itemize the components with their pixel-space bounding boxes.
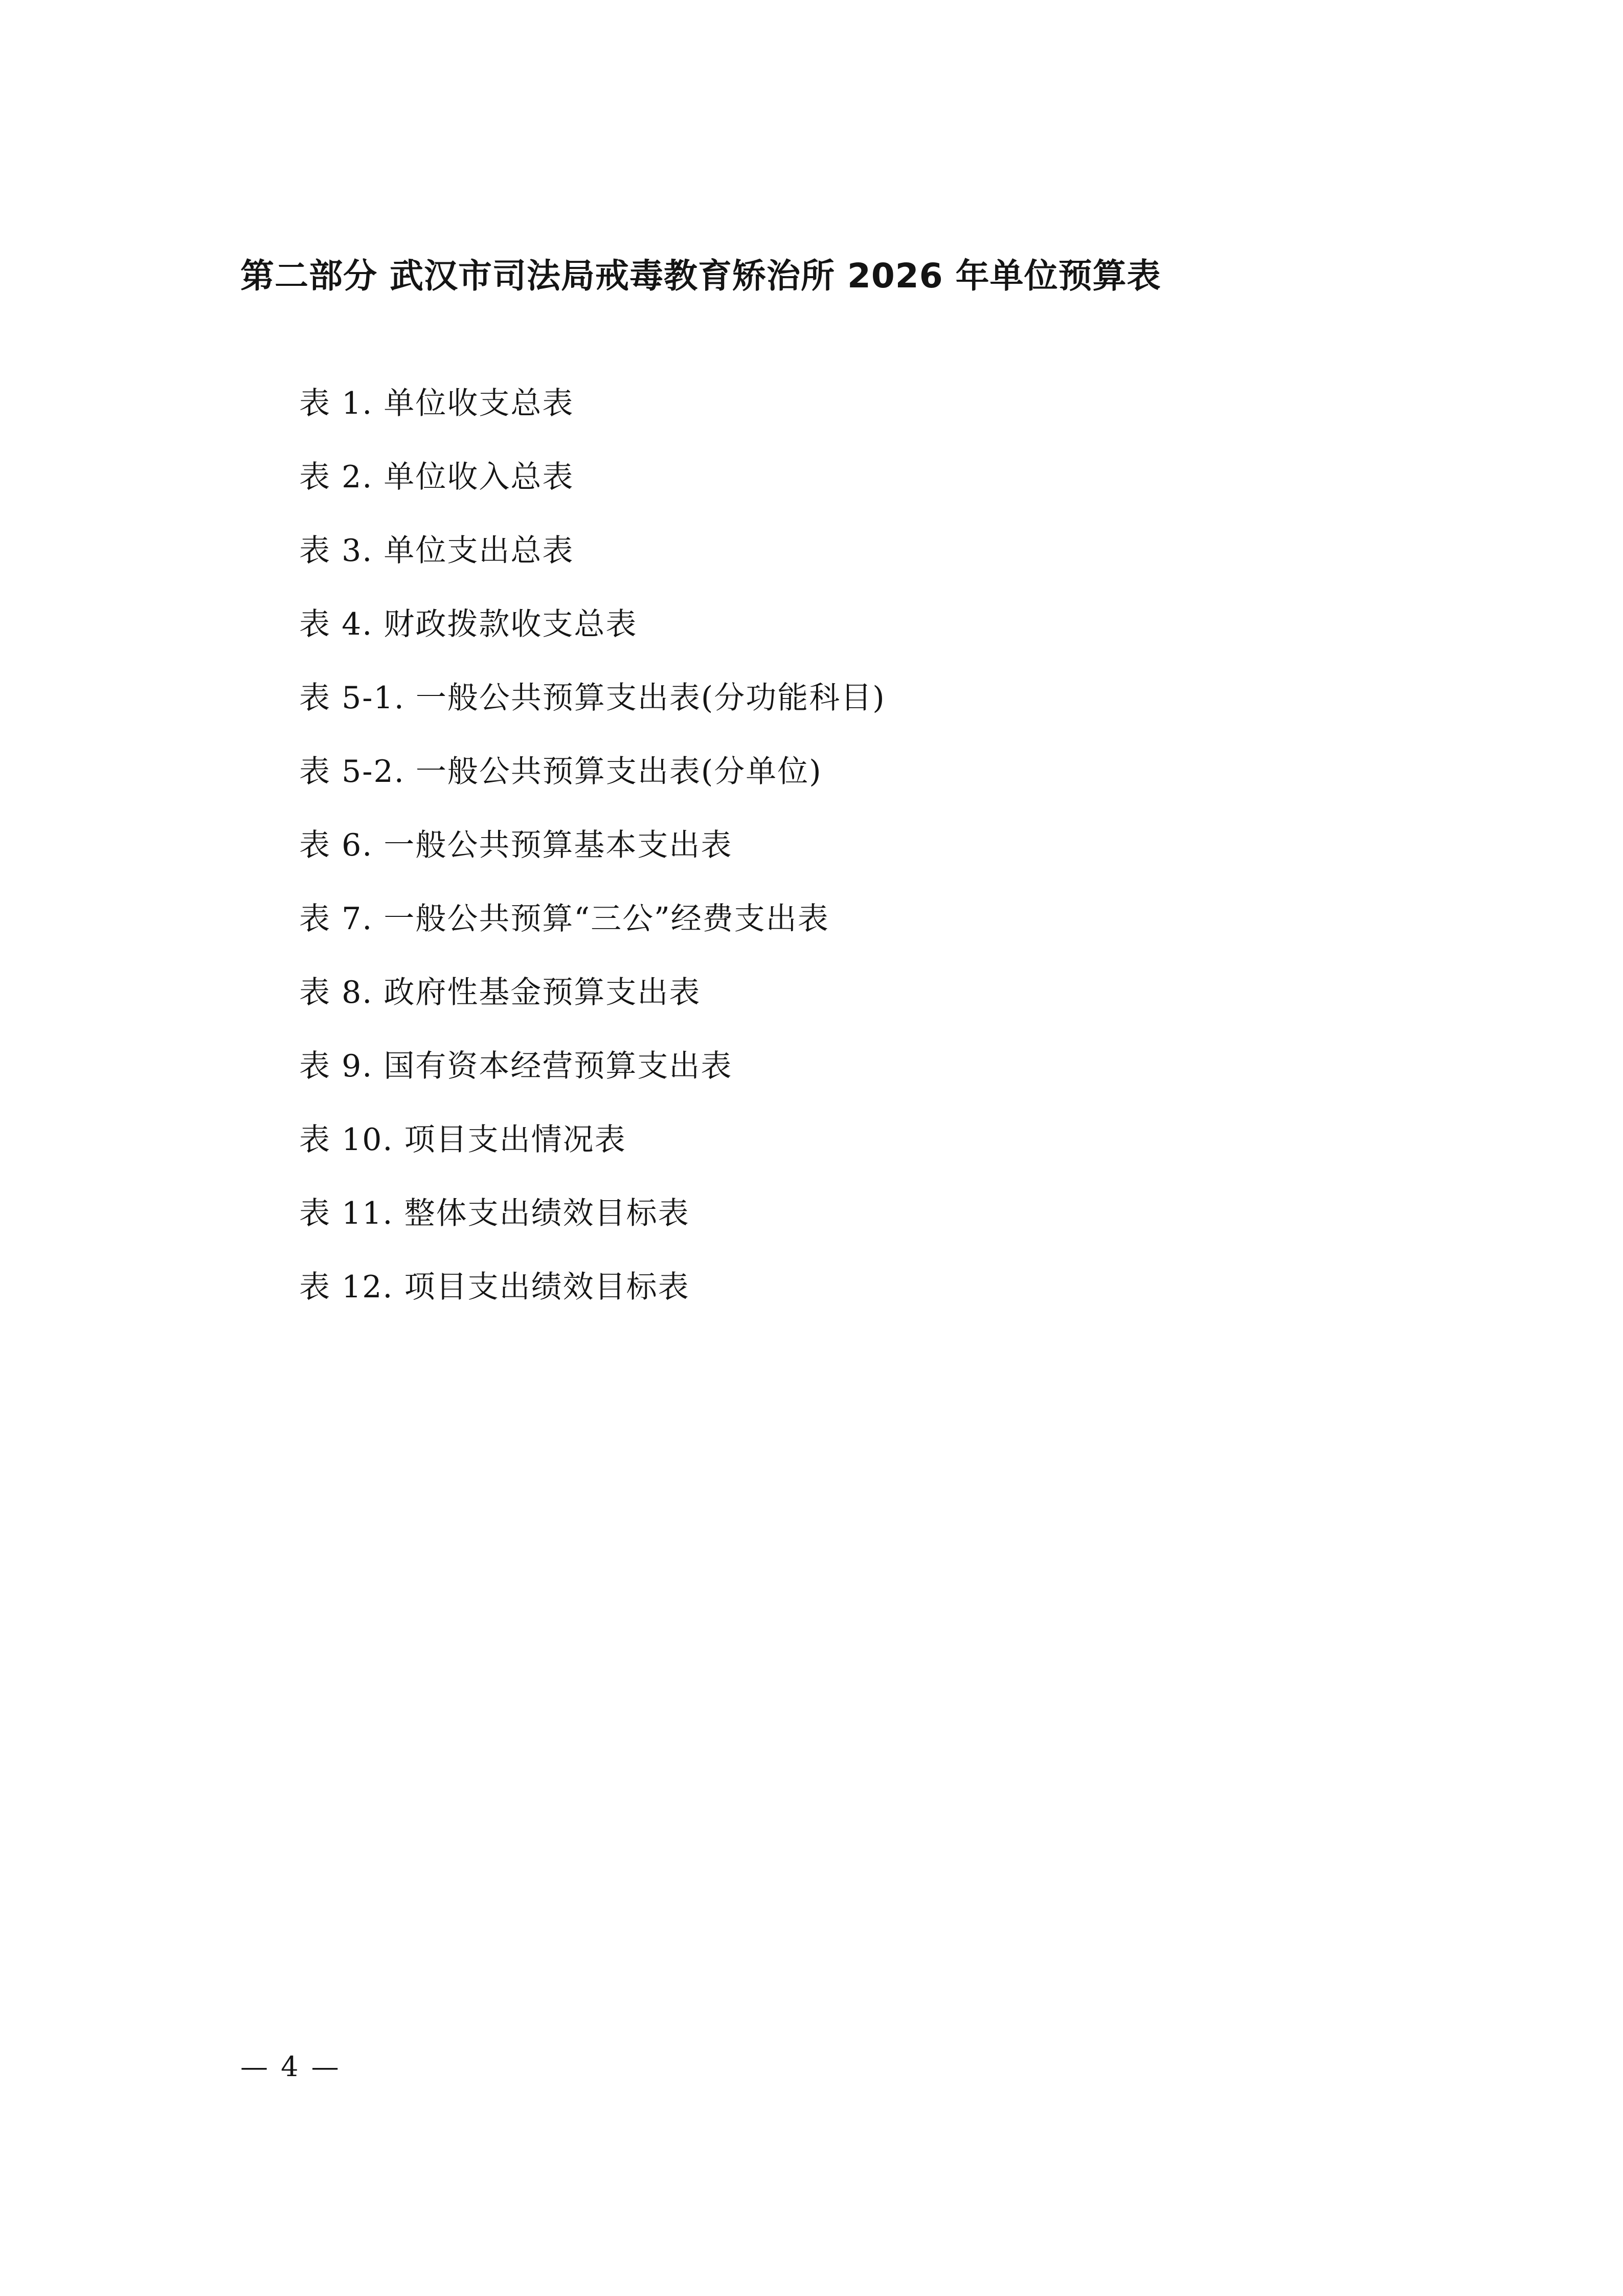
list-item: 表 5-1. 一般公共预算支出表(分功能科目) [299, 680, 886, 716]
page-number: — 4 — [240, 2051, 341, 2083]
list-item: 表 3. 单位支出总表 [299, 533, 574, 569]
list-item: 表 11. 整体支出绩效目标表 [299, 1196, 690, 1232]
list-item: 表 7. 一般公共预算“三公”经费支出表 [299, 901, 829, 937]
list-item: 表 6. 一般公共预算基本支出表 [299, 827, 733, 864]
list-item: 表 9. 国有资本经营预算支出表 [299, 1048, 733, 1085]
list-item: 表 8. 政府性基金预算支出表 [299, 975, 701, 1011]
list-item: 表 4. 财政拨款收支总表 [299, 606, 638, 643]
list-item: 表 2. 单位收入总表 [299, 459, 574, 496]
page-title: 第二部分 武汉市司法局戒毒教育矫治所 2026 年单位预算表 [240, 256, 1161, 296]
page-content [240, 256, 1416, 1345]
table-of-contents [240, 386, 1416, 1305]
list-item: 表 1. 单位收支总表 [299, 386, 574, 422]
list-item: 表 10. 项目支出情况表 [299, 1122, 626, 1158]
list-item: 表 12. 项目支出绩效目标表 [299, 1269, 690, 1305]
list-item: 表 5-2. 一般公共预算支出表(分单位) [299, 754, 822, 790]
